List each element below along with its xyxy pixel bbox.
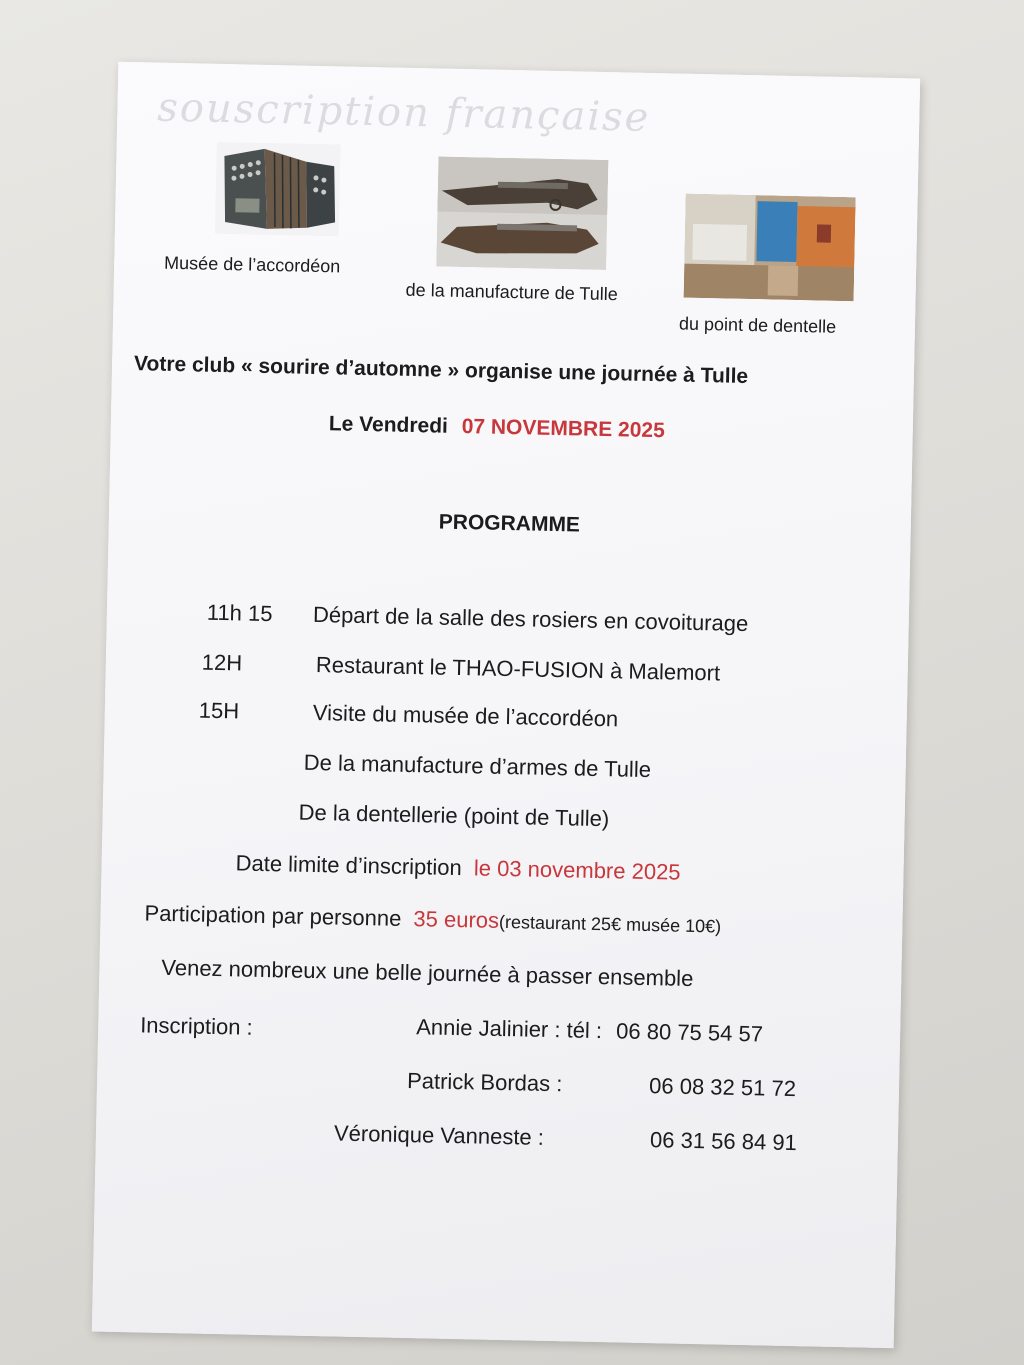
contact-name: Véronique Vanneste : — [333, 1120, 545, 1150]
programme-time: 12H — [201, 649, 243, 676]
contact-row — [407, 1068, 796, 1102]
participation-price: 35 euros — [413, 906, 500, 933]
deadline-label: Date limite d’inscription — [235, 850, 463, 881]
programme-text: De la dentellerie (point de Tulle) — [298, 799, 610, 832]
programme-text: Restaurant le THAO-FUSION à Malemort — [315, 652, 721, 686]
faded-handwriting: souscription française — [156, 84, 651, 141]
pistols-photo — [436, 156, 608, 270]
contact-name: Patrick Bordas : — [406, 1068, 563, 1097]
contact-phone: 06 08 32 51 72 — [648, 1073, 797, 1102]
date-prefix: Le Vendredi — [328, 412, 449, 438]
programme-text: De la manufacture d’armes de Tulle — [303, 749, 652, 783]
event-date-line — [329, 412, 665, 443]
participation-line — [144, 900, 721, 938]
lace-museum-photo — [684, 194, 856, 302]
programme-item — [199, 698, 619, 733]
headline-line: Votre club « sourire d’automne » organise une journée à Tulle — [133, 352, 749, 388]
accordion-photo — [215, 142, 341, 237]
programme-time: 11h 15 — [206, 599, 273, 627]
caption-accordion: Musée de l’accordéon — [163, 252, 341, 277]
programme-text: Départ de la salle des rosiers en covoiturage — [312, 601, 749, 637]
contact-name: Annie Jalinier : tél : — [415, 1014, 603, 1044]
contact-row — [334, 1120, 797, 1156]
programme-title: PROGRAMME — [438, 510, 581, 537]
contact-phone: 06 80 75 54 57 — [615, 1018, 764, 1047]
programme-item — [303, 750, 651, 783]
programme-item — [298, 800, 609, 832]
event-date: 07 NOVEMBRE 2025 — [461, 415, 666, 443]
deadline-line — [235, 850, 680, 885]
inscription-label: Inscription : — [139, 1012, 253, 1040]
flyer-sheet — [92, 62, 920, 1349]
contact-row — [416, 1014, 763, 1047]
programme-item — [202, 650, 721, 687]
deadline-value: le 03 novembre 2025 — [473, 855, 681, 885]
participation-detail: (restaurant 25€ musée 10€) — [498, 911, 722, 937]
participation-label: Participation par personne — [144, 900, 402, 931]
contact-phone: 06 31 56 84 91 — [649, 1127, 798, 1156]
programme-time: 15H — [198, 697, 240, 724]
programme-item — [207, 600, 749, 637]
caption-manufacture: de la manufacture de Tulle — [405, 279, 618, 305]
caption-lace: du point de dentelle — [678, 313, 837, 337]
invitation-line: Venez nombreux une belle journée à passer ensemble — [161, 954, 694, 991]
programme-text: Visite du musée de l’accordéon — [312, 699, 619, 732]
